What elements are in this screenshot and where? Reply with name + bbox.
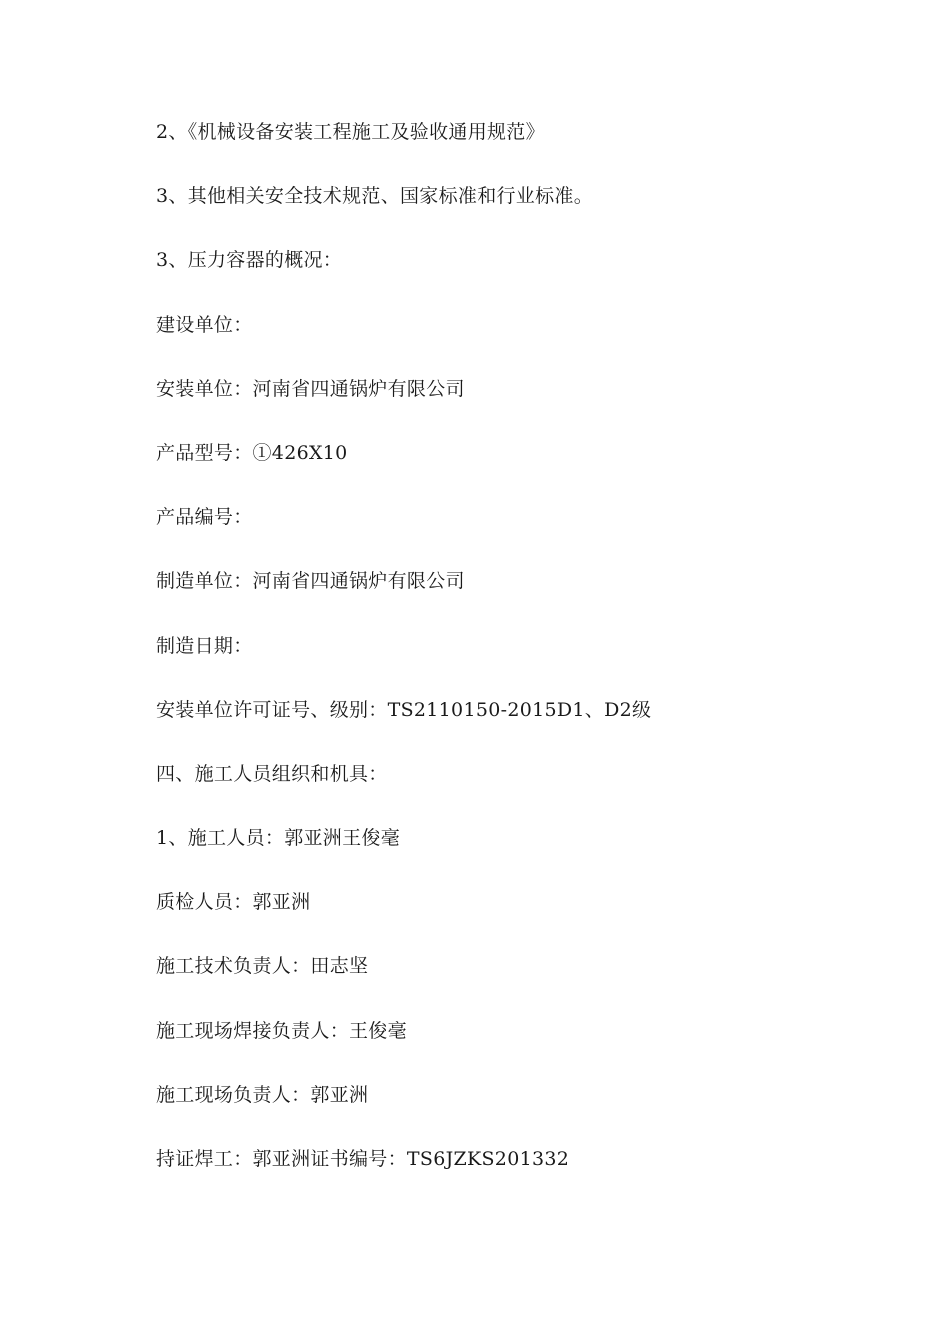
section-heading: 四、施工人员组织和机具：	[156, 762, 388, 785]
quality-inspector-line: 质检人员：郭亚洲	[156, 891, 311, 914]
license-level-line: 安装单位许可证号、级别：TS2110150-2015D1、D2级	[156, 698, 652, 721]
construction-staff-line: 1、施工人员：郭亚洲王俊毫	[156, 827, 400, 850]
manufacture-date-line: 制造日期：	[156, 634, 253, 657]
site-lead-line: 施工现场负责人：郭亚洲	[156, 1083, 369, 1106]
reference-standard-line: 3、其他相关安全技术规范、国家标准和行业标准。	[156, 185, 593, 208]
document-body	[156, 112, 876, 1203]
manufacturer-line: 制造单位：河南省四通锅炉有限公司	[156, 570, 465, 593]
product-number-line: 产品编号：	[156, 506, 253, 529]
certified-welder-line: 持证焊工：郭亚洲证书编号：TS6JZKS201332	[156, 1148, 570, 1170]
section-heading: 3、压力容器的概况：	[156, 249, 343, 272]
reference-standard-line: 2、《机械设备安装工程施工及验收通用规范》	[156, 121, 545, 143]
welding-lead-line: 施工现场焊接负责人：王俊毫	[156, 1019, 407, 1042]
construction-unit-line: 建设单位：	[156, 313, 253, 336]
technical-lead-line: 施工技术负责人：田志坚	[156, 955, 369, 978]
installation-unit-line: 安装单位：河南省四通锅炉有限公司	[156, 377, 465, 400]
product-model-line: 产品型号：①426X10	[156, 441, 348, 464]
